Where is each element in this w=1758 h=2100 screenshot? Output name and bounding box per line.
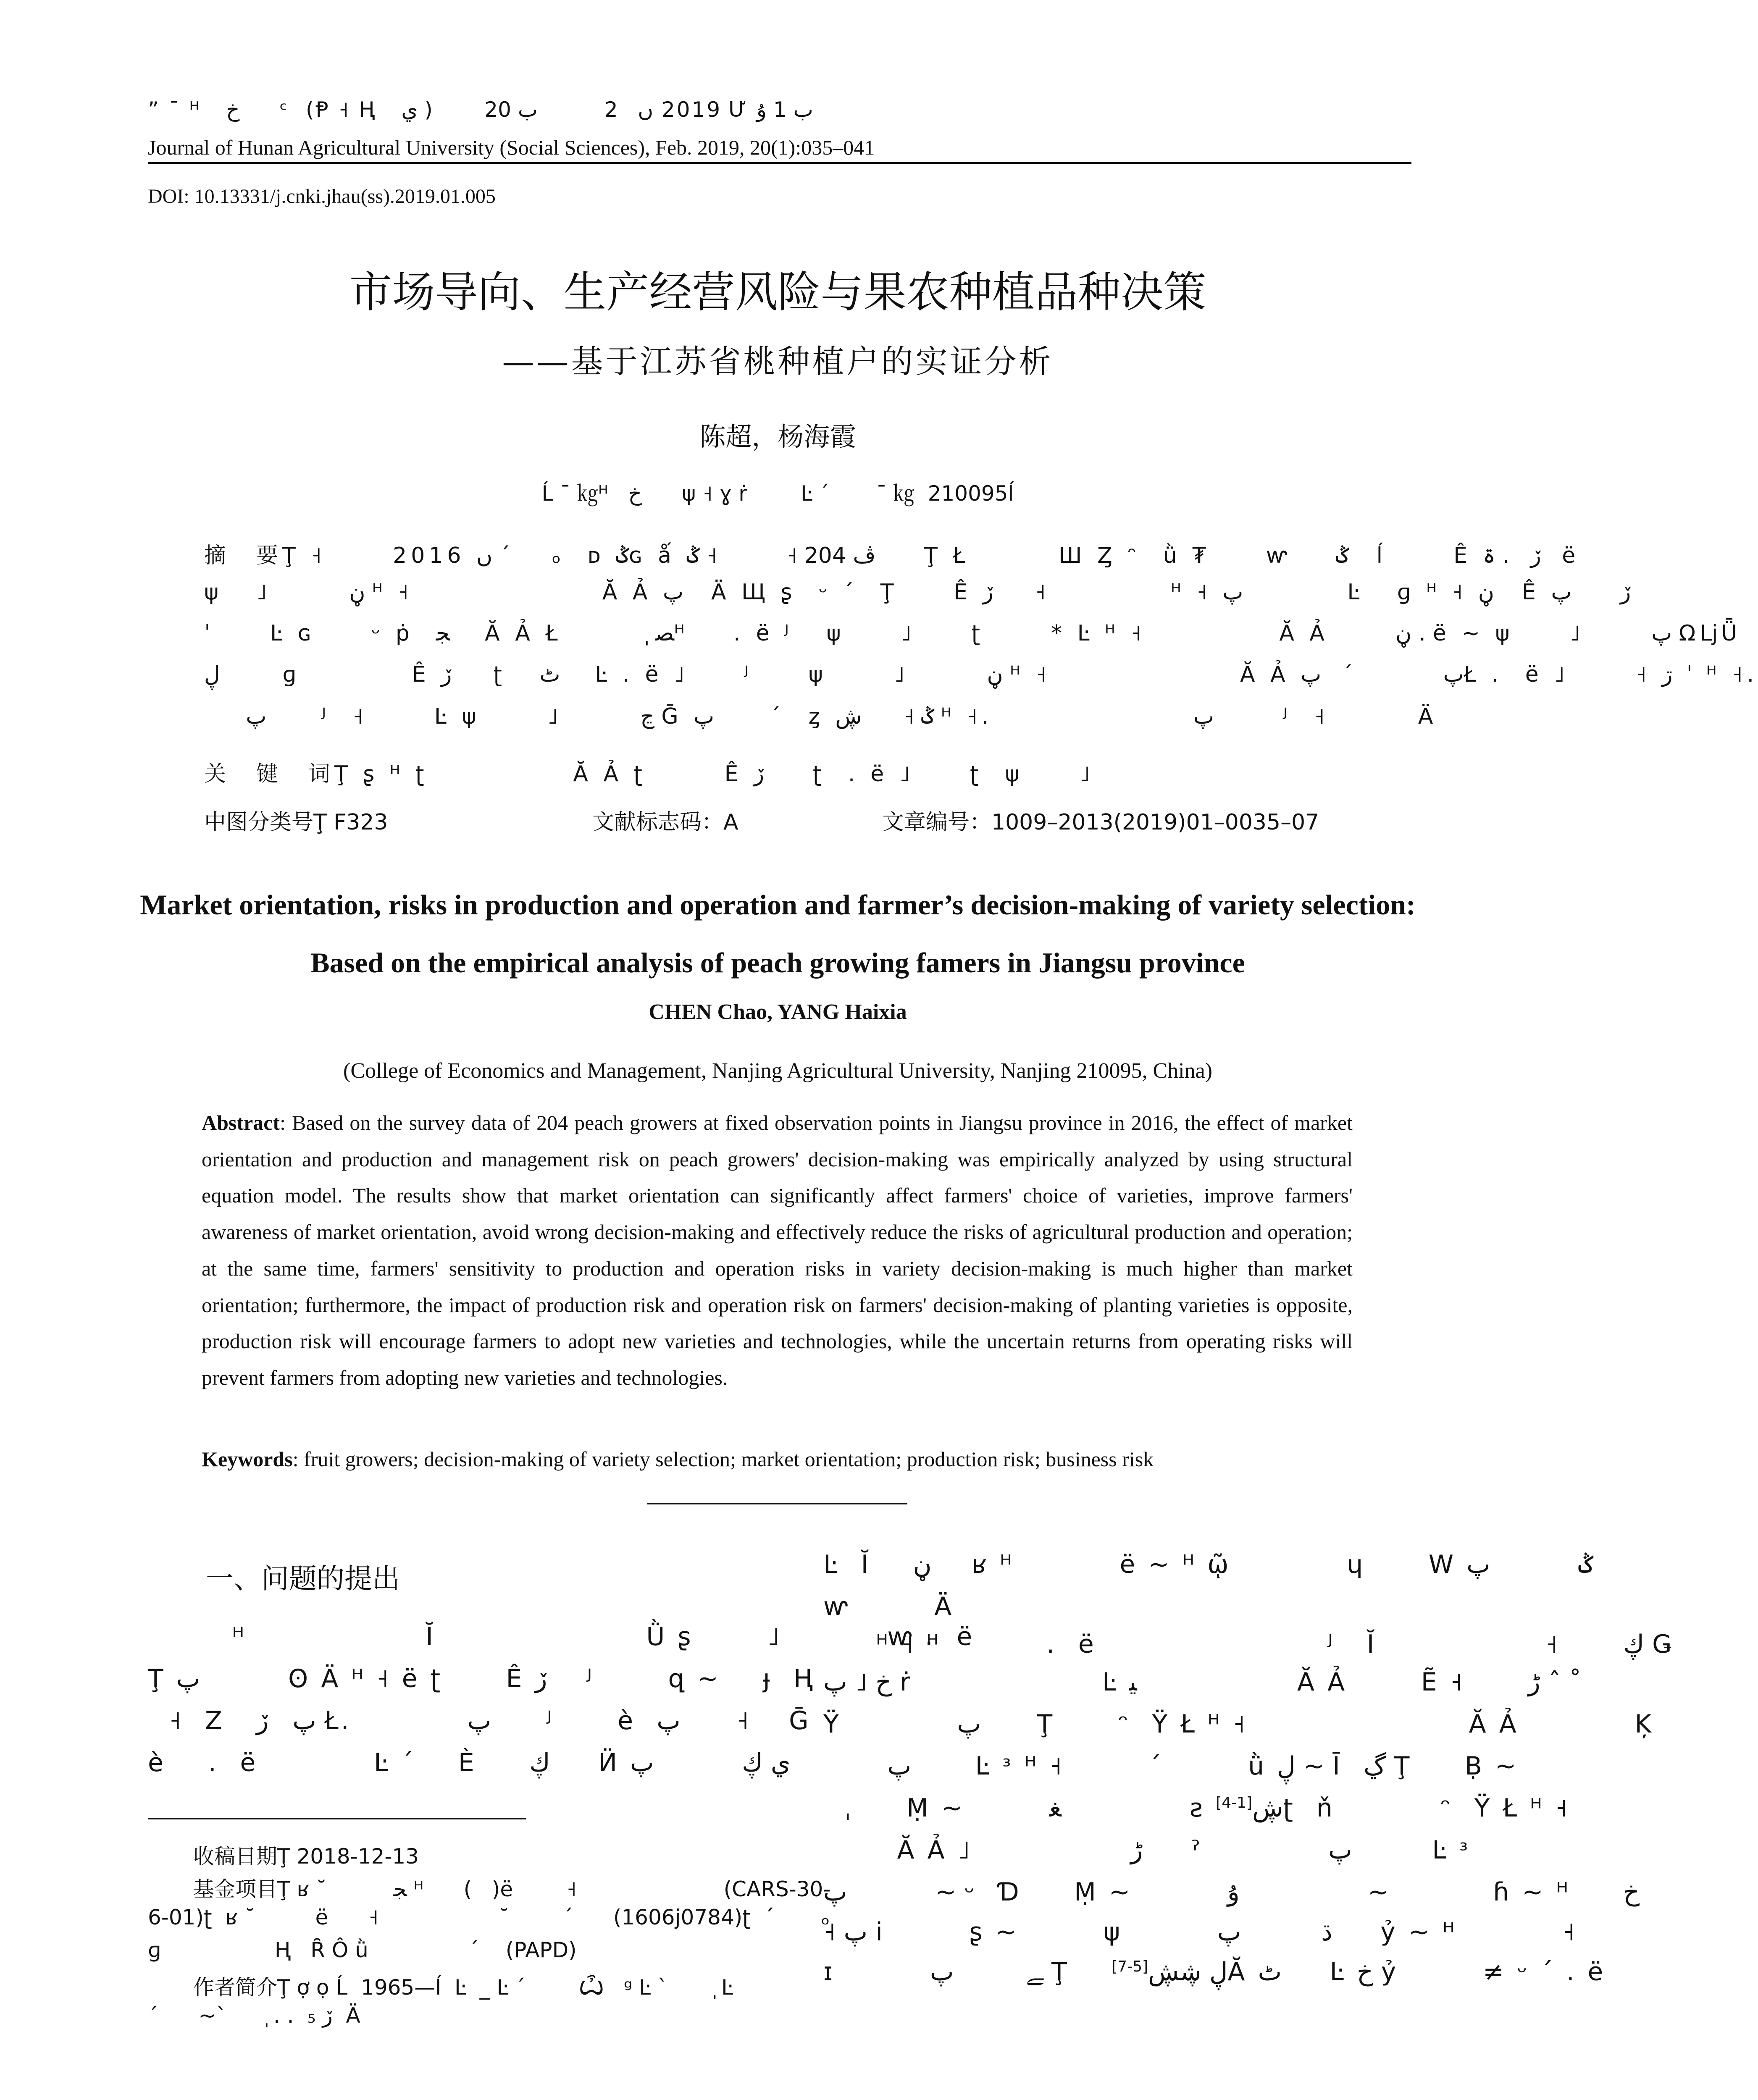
abstract-cn-line: پ ᴶ ˧ Ŀ ψ ˩ ڃ Ḡ پ ˊ ȥ ݣ ˧ ڜ ᴴ ˧. پ ᴶ ˧ Ä — [204, 704, 1437, 729]
left-column-line: Ţ پ ʘ Ä ᴴ ˧ ë ʈ Ê ڒ ᴶ զ ~ ɟ Ⱨ — [148, 1664, 815, 1693]
abstract-en — [202, 1105, 1353, 1396]
right-column-line: Ŀ Ĭ ڼ ʁ ᴴ ë ~ ᴴ ῷ ɥ W ݣ پ — [823, 1550, 1593, 1579]
left-column-line: ˧ Ζ پ ڒ Ł. پ ᴶ è پ ˧ Ḡ — [148, 1706, 811, 1735]
authors-en: CHEN Chao, YANG Haixia — [649, 1000, 907, 1024]
fund-note: 6-01)ʈ ʁ ˘ ë ˧ ˘ ˊ (1606j0784)ʈ ˊ ₒ — [148, 1905, 830, 1929]
affiliation-en: (College of Economics and Management, Nanjing Agricultural University, Nanjing 210095, China) — [343, 1059, 1212, 1083]
right-column-line: ﺥ ˩ پ ṙ Ŀ ﯿ Ă Ả Ẽ ˧ ڑ ˆ ˚ — [823, 1667, 1582, 1697]
abstract-cn-line: ˈ Ŀ ɢ ᵕ ṗ ﺠ Ă Ả Ł ֽ ﺼᴴ ․ ë ᴶ ψ ˩ ʈ * Ŀ ᴴ ˧ Ă Ả ڼ ․ ë ~ ψ ˩ پ ΩǈǕ — [204, 621, 1742, 646]
right-column-line: Ÿ پ Ţ ᵔ Ÿ Ł ᴴ ˧ Ă Ả Ķ — [823, 1709, 1654, 1739]
fund-note: ɡ Ⱨ Ȓ Ô ǜ ˊ (PAPD) — [148, 1938, 577, 1962]
abstract-cn-line: 摘 要Ţ ˧ 2016 ں ˊ ₒ ᴅ ݣɢ ǻ ڤ 204 ˧ ˧ ݣ Ţ Ł Ш Ȥ ᵔ ǜ ₮ ⱳ ݣ ĺ Ê ڒ ․ ۃ ë — [204, 543, 1580, 568]
keywords-cn: 关 键 词Ţ ʂ ᴴ ʈ Ă Ả ʈ Ê ڒ ʈ ․ ë ˩ ʈ ψ ˩ — [204, 761, 1095, 787]
left-column-line: ᴴ Ĭ Ǜ ʂ ˩ ⱳ ․ ë — [148, 1622, 975, 1651]
article-number: 文章编号：1009–2013(2019)01–0035–07 — [882, 810, 1319, 835]
footnote-rule — [148, 1818, 526, 1819]
right-column-line: پ Ŀ ᶟ ᴴ ˧ ˊ ǜ ڸ ~ Ī ڲ Ţ Ḅ ~ — [823, 1751, 1519, 1781]
right-column-line: Ă Ả ˩ ڑ ˀ پ Ŀ ᶟ — [823, 1835, 1471, 1865]
abstract-cn-label: 摘 要 — [204, 543, 283, 568]
received-date: 收稿日期Ţ 2018-12-13 — [193, 1844, 419, 1869]
affiliation-cn: Ĺ ¯ ㎏ᴴ ﺥ ψ ˧ ɣ ṙ Ŀ ˊ ¯ ㎏ 210095ĺ — [541, 481, 1014, 506]
abstract-en-text: : Based on the survey data of 204 peach growers at fixed observation points in Jiangsu province in 2016, the effect of market orientation and production and management risk on peach growers' decision-making was empirically analyzed by using structural equation model. The results show that market orientation can significantly affect farmers' choice of varieties, improve farmers' awareness of market orientation, avoid wrong decision-making and effectively reduce the risks of agricultural production and operation; at the same time, farmers' sensitivity to production and operation risks in variety decision-making is much higher than market orientation; furthermore, the impact of production risk and operation risk on farmers' decision-making of planting varieties is opposite, production risk will encourage farmers to adopt new varieties and technologies, while the uncertain returns from operating risks will prevent farmers from adopting new varieties and technologies. — [202, 1111, 1353, 1389]
keywords-cn-label: 关 键 词 — [204, 761, 335, 787]
subtitle-cn: ——基于江苏省桃种植户的实证分析 — [502, 343, 1054, 380]
left-column-line: è ․ ë Ŀ ˊ È ڮ Ӥ ي ڮ پ — [148, 1748, 791, 1777]
keywords-en-label: Keywords — [202, 1447, 293, 1471]
journal-header-en: Journal of Hunan Agricultural University (Social Sciences), Feb. 2019, 20(1):035–041 — [148, 136, 875, 159]
right-column-line: ᴴ ˧ ᴴ ․ ë ᴶ Ĭ ˧ ڮ Ǥ — [823, 1630, 1674, 1659]
fund-note: 基金项目Ţ ʁ ˘ ﺠ ᴴ ( )ë ˧ (CARS-30- — [193, 1877, 831, 1901]
clc-number: 中图分类号Ţ F323 — [204, 810, 388, 835]
abstract-cn-line: ψ ˩ ڼ ᴴ ˧ Ă Ả پ Ä Щ ʂ ᵕ ˊ Ţ Ê ڒ ˧ ᴴ ˧ پ Ŀ ɡ ᴴ ˧ ڼ Ê ڒ پ — [204, 580, 1631, 605]
citation[interactable]: [5-7] — [1112, 1958, 1148, 1975]
right-column-line: ˌ Ṃ ~ ﻐ ƨ ڜ[1-4] ʈ ň ᵔ Ÿ Ł ᴴ ˧ — [823, 1793, 1570, 1823]
author-bio: 作者简介Ţ ợ ọ Ĺ 1965—ĺ Ŀ _ Ŀ ˊ Ѽ ᵍ Ŀ ˋ ֽ Ŀ — [193, 1975, 733, 2000]
journal-header-cn: ” ¯ ᴴ ﺥ ᶜ (Ᵽ ˧ Ⱨ ي ) 2019 ں 2 ب 20 Ư ب 1 ۇ — [148, 97, 813, 122]
keywords-en-text: : fruit growers; decision-making of variety selection; market orientation; production risk; business risk — [292, 1447, 1154, 1471]
right-column-line: ɪ ﮯ پ Ţ ڸ ڜڜ[5-7] Ă ٹ Ŀ ﺥ ỷ ≠ ᵕ ˊ ․ ë — [823, 1957, 1606, 1987]
abstract-en-label: Abstract — [202, 1111, 280, 1134]
title-cn: 市场导向、生产经营风险与果农种植品种决策 — [349, 268, 1206, 318]
citation[interactable]: [1-4] — [1216, 1794, 1253, 1811]
title-en: Market orientation, risks in production and operation and farmer’s decision-making of variety selection: Based on the empirical analysis of peach growing famers in Jiangsu province — [140, 889, 1416, 979]
keywords-en — [202, 1447, 1353, 1471]
abstract-cn-line: ڸ ɡ Ê ڒ ʈ ٹ Ŀ ․ ë ˩ ᴶ ψ ˩ ڼ ᴴ ˧ Ă Ả پ ˊ پŁ ․ ë ˩ ˧ ڗ ˈ ᴴ ˧. — [204, 662, 1758, 687]
section-divider — [647, 1503, 907, 1504]
document-code: 文献标志码：A — [592, 810, 738, 835]
author-bio: ˊ ~ˋ ֽ ․ ․ ڒ ₅ Ä — [148, 2003, 360, 2028]
right-column-line: ⱳ Ä — [823, 1592, 954, 1621]
right-column-line: ˧ پ i ʂ ~ ψ ڌ پ ỷ ~ ᴴ ˧ — [823, 1917, 1577, 1947]
doi[interactable]: DOI: 10.13331/j.cnki.jhau(ss).2019.01.005 — [148, 185, 496, 207]
header-rule — [148, 162, 1411, 164]
section-heading: 一、问题的提出 — [206, 1562, 400, 1595]
authors-cn: 陈超，杨海霞 — [699, 421, 856, 452]
right-column-line: پ ~ ᵕ Ɗ Ṃ ~ ۇ ~ ɦ ~ ᴴ ﺥ — [823, 1877, 1640, 1907]
